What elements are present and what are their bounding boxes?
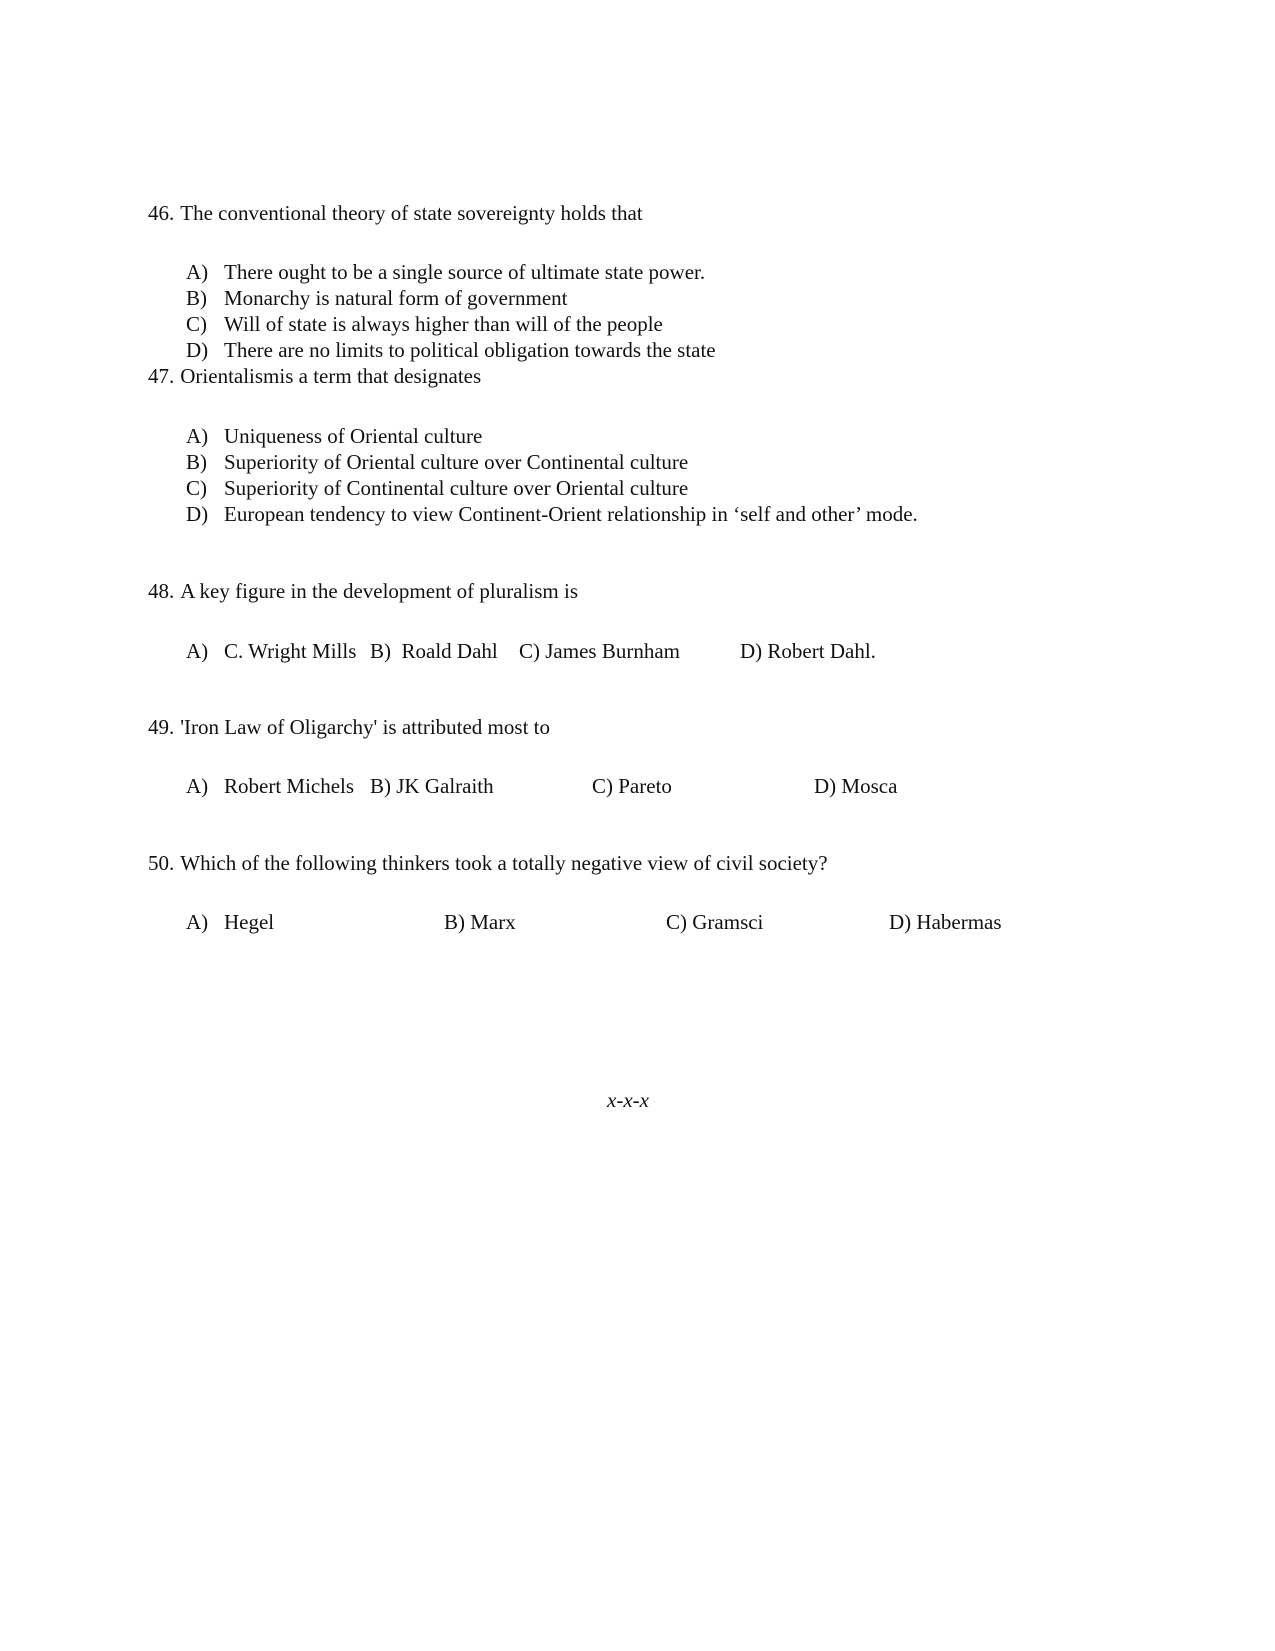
option-text: Superiority of Oriental culture over Continental culture	[224, 450, 689, 474]
option-48-d	[740, 638, 876, 664]
option-text: James Burnham	[545, 639, 680, 663]
option-text: Robert Michels	[224, 774, 355, 798]
question-47	[148, 363, 481, 389]
option-49-b	[370, 773, 494, 799]
option-46-d	[186, 337, 716, 363]
option-49-a	[186, 773, 354, 799]
question-48	[148, 578, 578, 604]
option-50-b	[444, 909, 516, 935]
option-text: European tendency to view Continent-Orient relationship in ‘self and other’ mode.	[224, 502, 918, 526]
question-number: 46.	[148, 201, 175, 225]
question-number: 49.	[148, 715, 175, 739]
option-text: There are no limits to political obligation towards the state	[224, 338, 716, 362]
question-number: 50.	[148, 851, 175, 875]
option-letter: D)	[740, 639, 763, 663]
option-text: Will of state is always higher than will of the people	[224, 312, 663, 336]
option-letter: B)	[186, 450, 207, 474]
option-47-d	[186, 501, 918, 527]
question-number: 48.	[148, 579, 175, 603]
option-letter: D)	[186, 502, 209, 526]
option-49-c	[592, 773, 672, 799]
option-text: Hegel	[224, 910, 275, 934]
option-letter: B)	[186, 286, 207, 310]
question-50	[148, 850, 828, 876]
option-48-a	[186, 638, 356, 664]
question-text: The conventional theory of state sovereignty holds that	[180, 201, 643, 225]
option-letter: C)	[592, 774, 613, 798]
option-letter: D)	[814, 774, 837, 798]
option-text: C. Wright Mills	[224, 639, 357, 663]
question-text: Orientalismis a term that designates	[180, 364, 482, 388]
option-47-c	[186, 475, 688, 501]
question-number: 47.	[148, 364, 175, 388]
option-text: Pareto	[618, 774, 672, 798]
option-letter: C)	[519, 639, 540, 663]
question-text: Which of the following thinkers took a totally negative view of civil society?	[180, 851, 828, 875]
option-text: Roald Dahl	[401, 639, 498, 663]
option-text: Superiority of Continental culture over Oriental culture	[224, 476, 689, 500]
option-letter: A)	[186, 260, 209, 284]
option-46-c	[186, 311, 663, 337]
option-letter: B)	[444, 910, 465, 934]
option-50-d	[889, 909, 1002, 935]
option-text: JK Galraith	[396, 774, 494, 798]
option-47-b	[186, 449, 688, 475]
option-text: Gramsci	[692, 910, 764, 934]
option-49-d	[814, 773, 897, 799]
option-46-a	[186, 259, 705, 285]
option-text: Robert Dahl.	[767, 639, 876, 663]
option-text: There ought to be a single source of ultimate state power.	[224, 260, 706, 284]
option-letter: A)	[186, 424, 209, 448]
option-47-a	[186, 423, 482, 449]
question-text: 'Iron Law of Oligarchy' is attributed most to	[180, 715, 550, 739]
question-text: A key figure in the development of pluralism is	[180, 579, 578, 603]
option-letter: A)	[186, 910, 209, 934]
option-letter: D)	[889, 910, 912, 934]
end-mark: x-x-x	[607, 1088, 649, 1112]
option-text: Habermas	[916, 910, 1002, 934]
option-50-a	[186, 909, 274, 935]
option-50-c	[666, 909, 763, 935]
option-letter: C)	[186, 476, 207, 500]
option-text: Mosca	[841, 774, 898, 798]
option-letter: B)	[370, 639, 391, 663]
option-text: Uniqueness of Oriental culture	[224, 424, 483, 448]
option-text: Monarchy is natural form of government	[224, 286, 568, 310]
option-letter: C)	[186, 312, 207, 336]
option-letter: A)	[186, 639, 209, 663]
option-48-c	[519, 638, 680, 664]
question-49	[148, 714, 550, 740]
option-46-b	[186, 285, 568, 311]
option-letter: B)	[370, 774, 391, 798]
option-letter: A)	[186, 774, 209, 798]
option-letter: C)	[666, 910, 687, 934]
option-48-b	[370, 638, 498, 664]
option-letter: D)	[186, 338, 209, 362]
option-text: Marx	[470, 910, 516, 934]
question-46	[148, 200, 643, 226]
